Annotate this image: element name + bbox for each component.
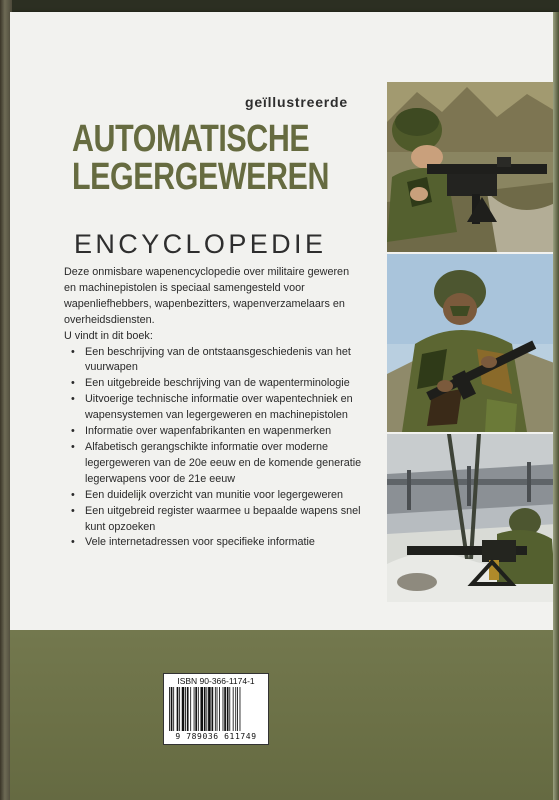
intro-paragraph: Deze onmisbare wapenencyclopedie over militaire geweren en machinepistolen is speciaal samengesteld voor wapenliefhebbers, wapenbezitters, wapenverzamelaars en overheidsdiensten. [64,266,350,326]
cover-title [72,118,329,198]
photo-machine-gun-post-image [387,434,557,602]
barcode-bar [233,687,234,731]
barcode-bar [217,687,218,731]
barcode-bar [169,687,170,731]
barcode-bar [215,687,216,731]
barcode-bar [227,687,229,731]
barcode-bar [240,687,241,731]
cover-title-line-2: LEGERGEWEREN [72,156,329,198]
barcode-bar [208,687,211,731]
barcode-bar [237,687,238,731]
book-right-edge [553,12,559,800]
feature-item: • Informatie over wapenfabrikanten en wapenmerken [64,424,364,440]
feature-item: • Vele internetadressen voor specifieke informatie [64,535,364,551]
feature-item: • Een duidelijk overzicht van munitie voor legergeweren [64,488,364,504]
feature-item: • Een beschrijving van de ontstaansgeschiedenis van het vuurwapen [64,345,364,377]
barcode-bar [219,687,220,731]
barcode-bar [179,687,180,731]
barcode-bar [223,687,224,731]
list-intro: U vindt in dit boek: [64,329,153,342]
feature-item: • Een uitgebreide beschrijving van de wapenterminologie [64,376,364,392]
photo-soldier-rifle-image [387,254,557,432]
barcode-bar [185,687,186,731]
cover-kicker: geïllustreerde [244,94,348,110]
barcode-bar [187,687,189,731]
photo-soldier-machine-gun [387,82,557,252]
barcode-bar [182,687,185,731]
barcode-bar [224,687,226,731]
cover-bottom-band [10,630,555,800]
barcode-bar [173,687,174,731]
barcode-bar [200,687,203,731]
photo-soldier-rifle [387,254,557,432]
barcode-bar [198,687,199,731]
barcode-bar [171,687,173,731]
cover-title-line-1: AUTOMATISCHE [72,118,310,160]
barcode-bar [195,687,197,731]
barcode-bar [229,687,230,731]
barcode-bar [212,687,214,731]
barcode-bar [194,687,195,731]
book-back-cover [10,12,555,800]
isbn-text: ISBN 90-366-1174-1 [177,676,255,686]
barcode-image [168,687,264,731]
barcode-bar [190,687,191,731]
photo-machine-gun-post [387,434,557,602]
barcode-bar [177,687,179,731]
feature-list [64,345,364,552]
cover-description [64,265,364,551]
photo-soldier-machine-gun-image [387,82,557,252]
barcode-bar [235,687,236,731]
feature-item: • Een uitgebreid register waarmee u bepaalde wapens snel kunt opzoeken [64,504,364,536]
feature-item: • Alfabetisch gerangschikte informatie over moderne legergeweren van de 20e eeuw en de komende generatie legerwapens voor de 21e eeuw [64,440,364,488]
feature-item: • Uitvoerige technische informatie over wapentechniek en wapensystemen van legergeweren en machinepistolen [64,392,364,424]
barcode-digits: 9 789036 611749 [175,732,257,741]
barcode-bar [206,687,207,731]
cover-subtitle: ENCYCLOPEDIE [74,229,327,259]
barcode-label [163,673,269,745]
barcode-bar [204,687,206,731]
